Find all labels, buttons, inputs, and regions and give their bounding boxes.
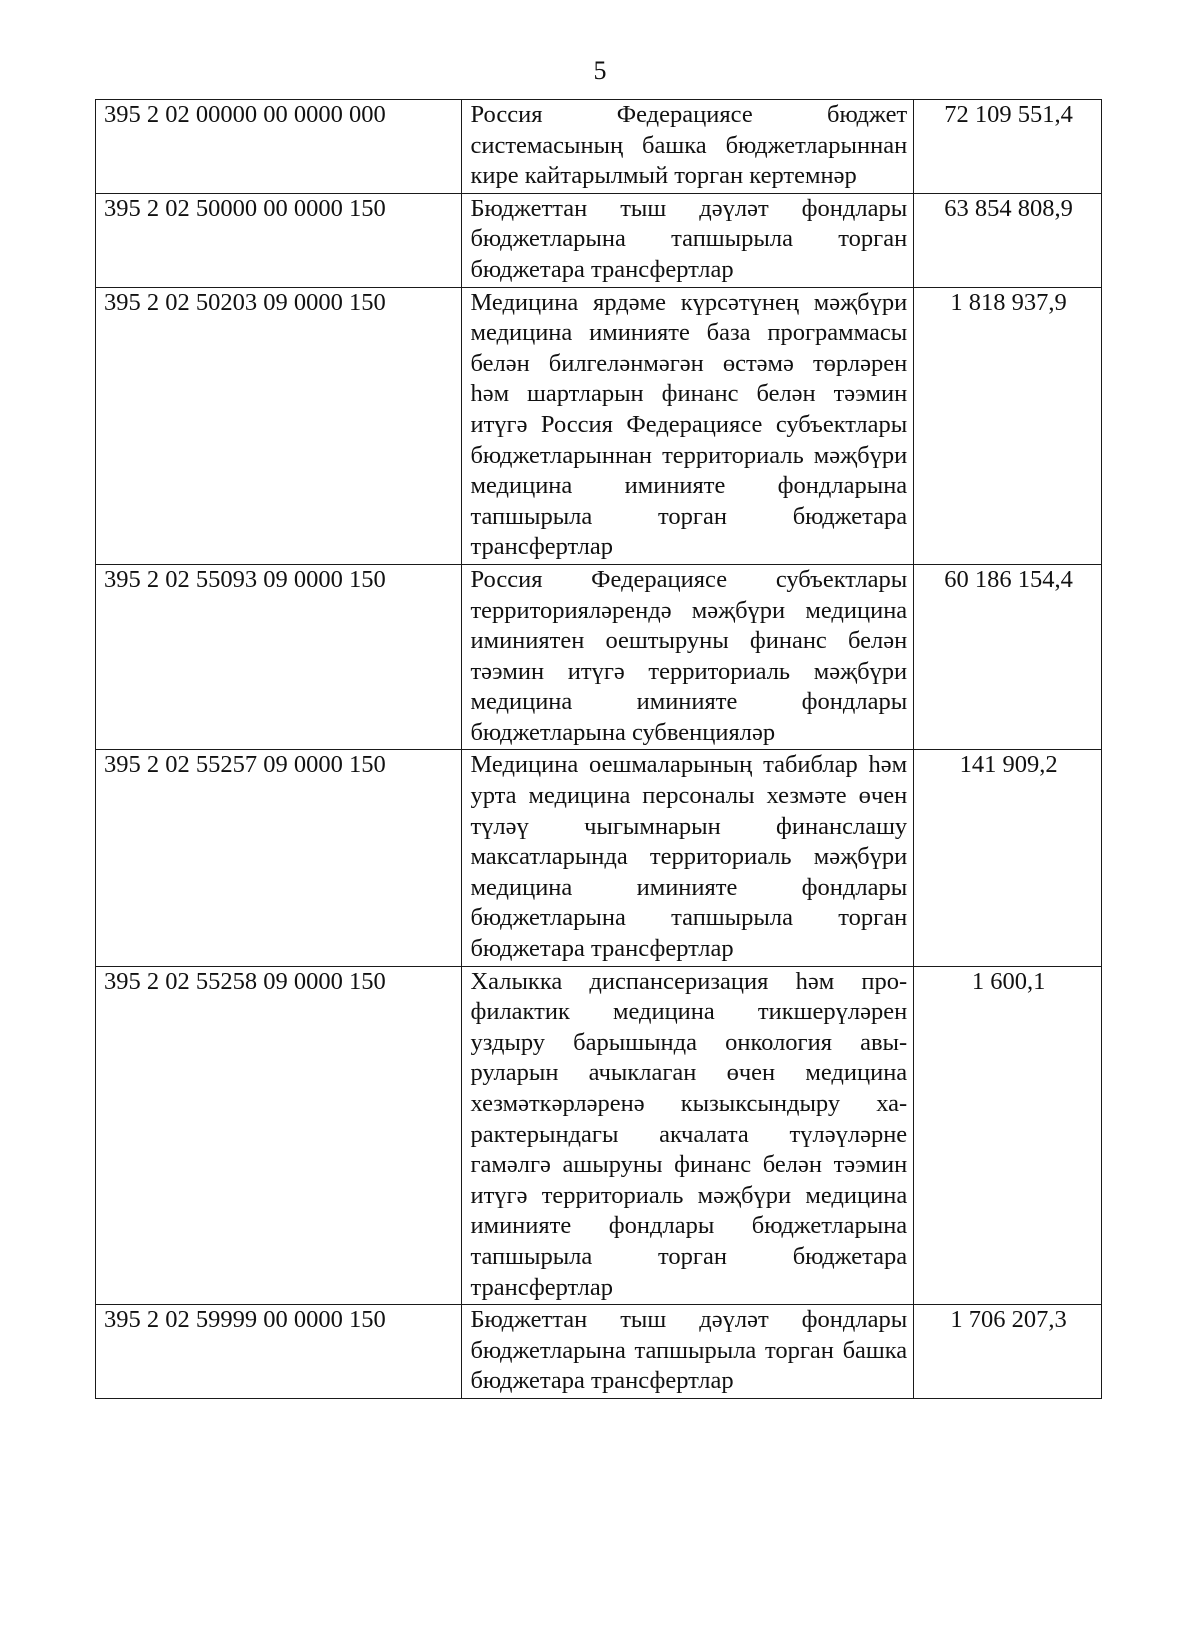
- amount-cell: 63 854 808,9: [914, 193, 1102, 287]
- amount-cell: 60 186 154,4: [914, 564, 1102, 750]
- description-cell: Россия Федерациясе субъектлары территорияләрендә мәҗбүри медицина иминиятен оештыруны финанс белән тәэмин итүгә территориаль мәҗбүри медицина иминияте фондлары бюджетларына субвенцияләр: [462, 564, 914, 750]
- description-cell: Россия Федерациясе бюджет системасының башка бюджетларыннан кире кайтарылмый торган кертемнәр: [462, 100, 914, 194]
- table-row: [96, 100, 1102, 194]
- description-cell: Бюджеттан тыш дәүләт фондлары бюджетларына тапшырыла торган башка бюджетара трансфертлар: [462, 1305, 914, 1399]
- budget-code-cell: 395 2 02 55257 09 0000 150: [96, 750, 462, 966]
- budget-transfers-table: [95, 99, 1102, 1399]
- amount-cell: 141 909,2: [914, 750, 1102, 966]
- table-row: [96, 193, 1102, 287]
- budget-code-cell: 395 2 02 55258 09 0000 150: [96, 966, 462, 1305]
- amount-cell: 1 706 207,3: [914, 1305, 1102, 1399]
- budget-code-cell: 395 2 02 50203 09 0000 150: [96, 287, 462, 564]
- description-cell: Медицина оешмаларының табиблар һәм урта медицина персоналы хезмәте өчен түләү чыгымнарын финанслашу максатларында территориаль мәҗбүри медицина иминияте фондлары бюджетларына тапшырыла торган бюджетара трансфертлар: [462, 750, 914, 966]
- amount-cell: 1 600,1: [914, 966, 1102, 1305]
- description-cell: Бюджеттан тыш дәүләт фондлары бюджетларына тапшырыла торган бюджетара трансфертлар: [462, 193, 914, 287]
- page-number: 5: [593, 56, 607, 85]
- description-cell: Медицина ярдәме күрсәтүнең мәҗбүри медицина иминияте база программасы белән билгеләнмәгән өстәмә төрләрен һәм шартларын финанс белән тәэмин итүгә Россия Федерациясе субъектлары бюджетларыннан территориаль мәҗбүри медицина иминияте фондларына тапшырыла торган бюджетара трансфертлар: [462, 287, 914, 564]
- budget-code-cell: 395 2 02 55093 09 0000 150: [96, 564, 462, 750]
- table-row: [96, 750, 1102, 966]
- table-row: [96, 1305, 1102, 1399]
- table-row: [96, 564, 1102, 750]
- budget-code-cell: 395 2 02 59999 00 0000 150: [96, 1305, 462, 1399]
- amount-cell: 72 109 551,4: [914, 100, 1102, 194]
- amount-cell: 1 818 937,9: [914, 287, 1102, 564]
- budget-code-cell: 395 2 02 00000 00 0000 000: [96, 100, 462, 194]
- table-row: [96, 966, 1102, 1305]
- table-row: [96, 287, 1102, 564]
- description-cell: Халыкка диспансеризация һәм профилактик медицина тикшерүләрен уздыру барышында онкология авыруларын ачыклаган өчен медицина хезмәткәрләренә кызыксындыру характерындагы акчалата түләүләрне гамәлгә ашыруны финанс белән тәэмин итүгә территориаль мәҗбүри медицина иминияте фондлары бюджетларына тапшырыла торган бюджетара трансфертлар: [462, 966, 914, 1305]
- budget-code-cell: 395 2 02 50000 00 0000 150: [96, 193, 462, 287]
